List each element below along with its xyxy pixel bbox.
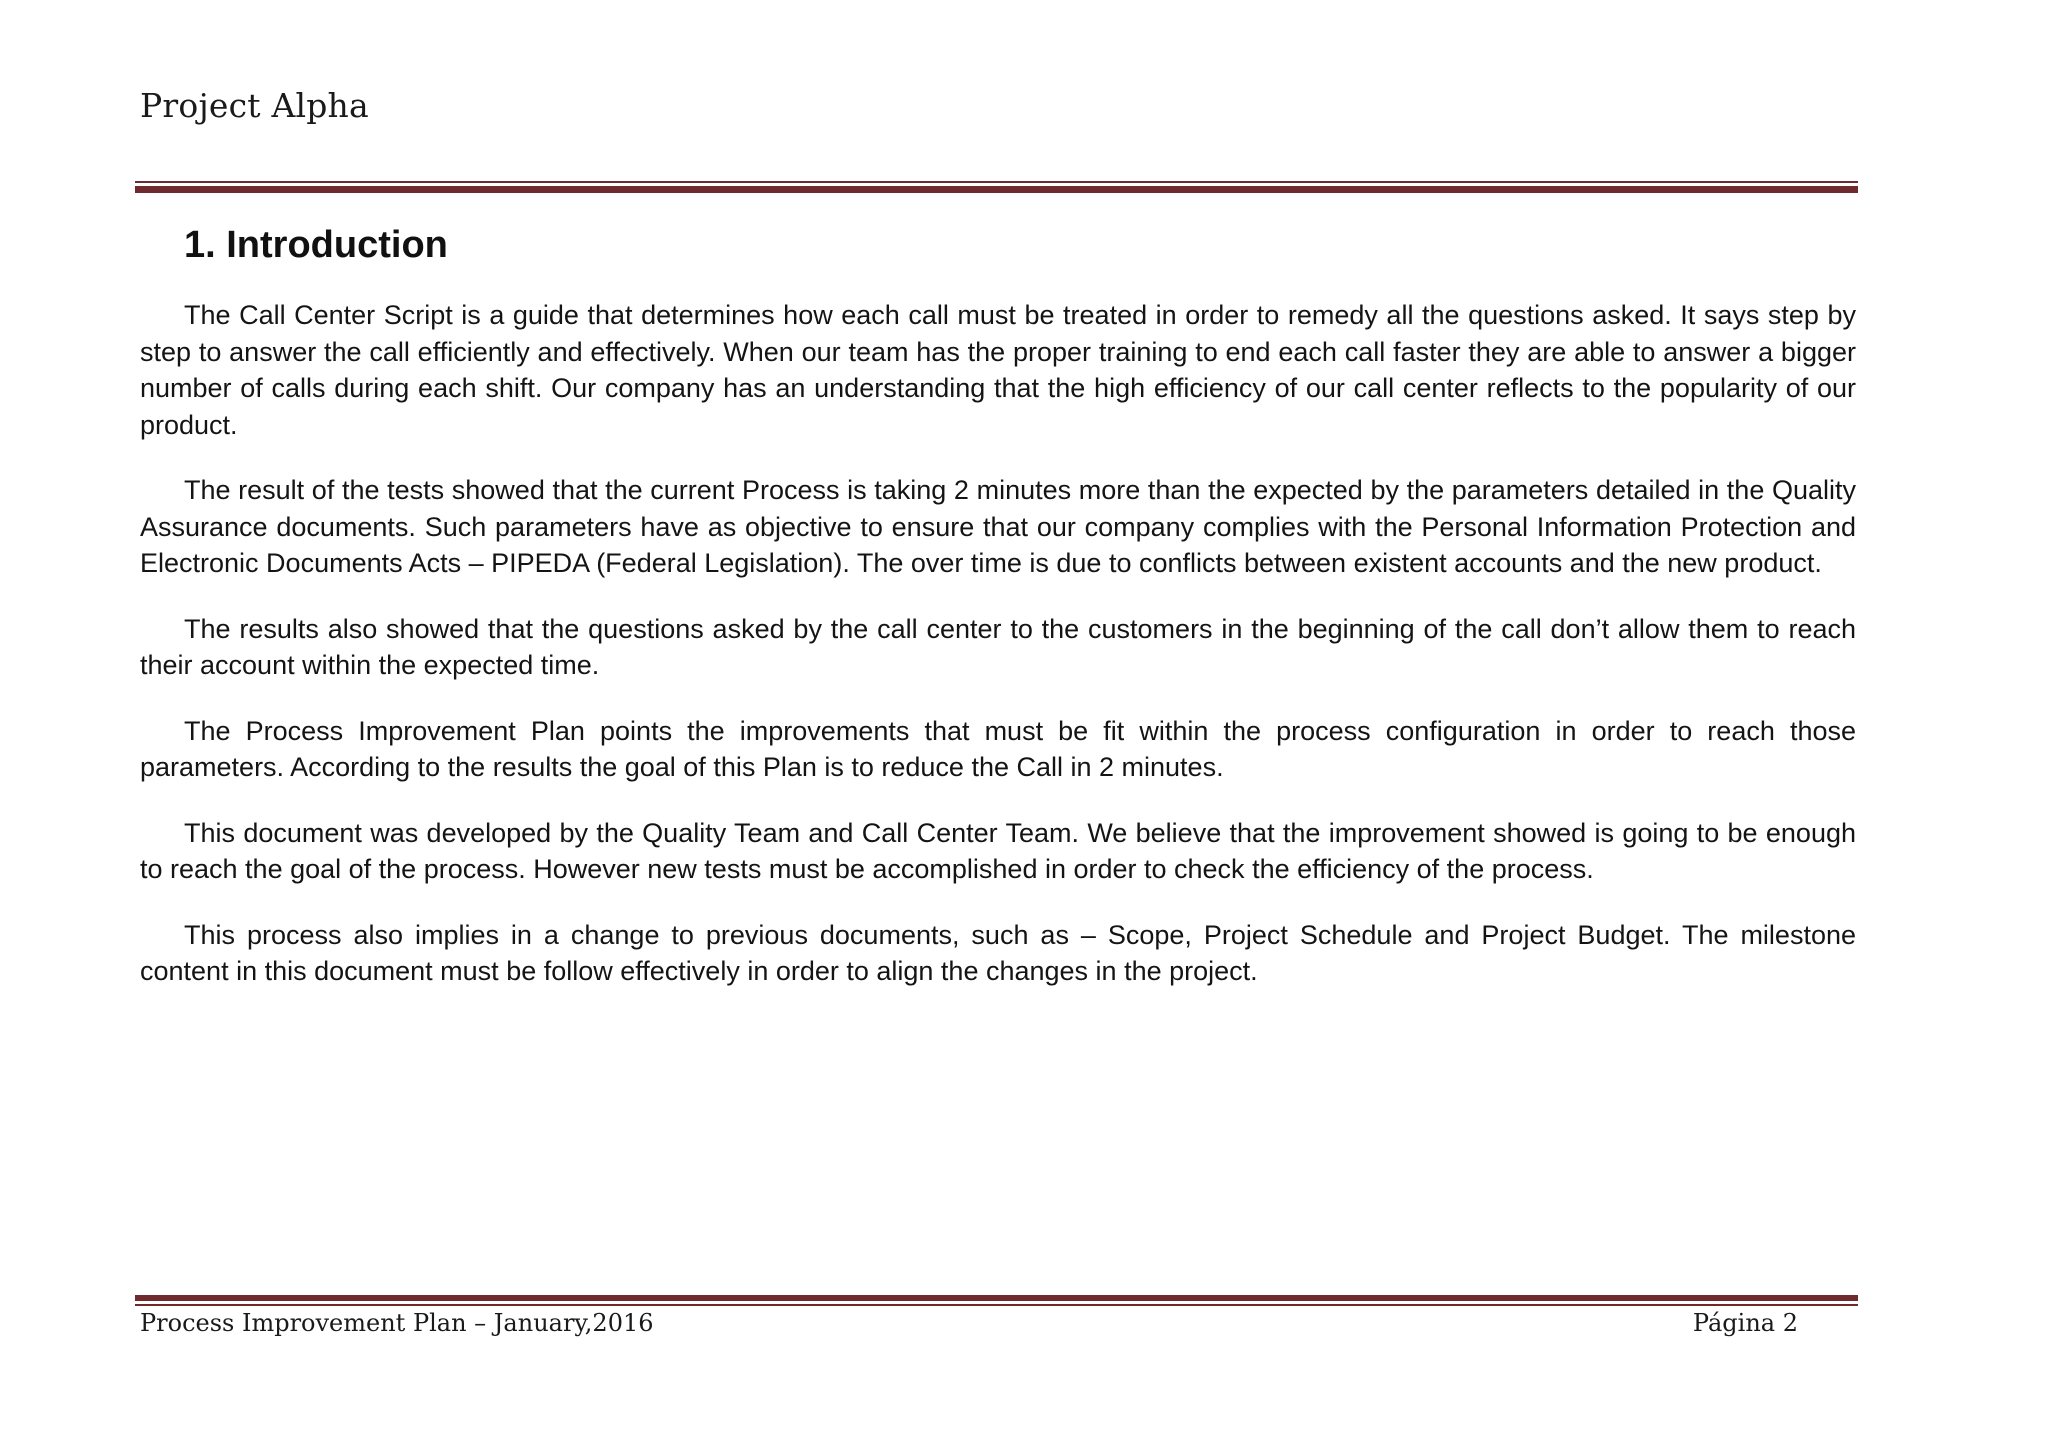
- paragraph-5: This document was developed by the Quality Team and Call Center Team. We believe that the improvement showed is going to be enough to reach the goal of the process. However new tests must be accomplished in order to check the efficiency of the process.: [140, 817, 1856, 884]
- paragraph-6: This process also implies in a change to previous documents, such as – Scope, Project Schedule and Project Budget. The milestone content in this document must be follow effectively in order to align the changes in the project.: [140, 919, 1856, 986]
- page-content: [140, 224, 1856, 1019]
- footer-page-number: Página 2: [1692, 1309, 1798, 1337]
- footer-document-title: Process Improvement Plan – January,2016: [140, 1309, 654, 1337]
- header-title: Project Alpha: [140, 86, 369, 125]
- paragraph-3: The results also showed that the questions asked by the call center to the customers in the beginning of the call don’t allow them to reach their account within the expected time.: [140, 613, 1856, 680]
- footer-divider: [135, 1295, 1858, 1306]
- section-heading: 1. Introduction: [184, 224, 448, 266]
- header-divider: [135, 181, 1858, 193]
- paragraph-1: The Call Center Script is a guide that determines how each call must be treated in order to remedy all the questions asked. It says step by step to answer the call efficiently and effectively. When our team has the proper training to end each call faster they are able to answer a bigger number of calls during each shift. Our company has an understanding that the high efficiency of our call center reflects to the popularity of our product.: [140, 300, 1856, 440]
- paragraph-2: The result of the tests showed that the current Process is taking 2 minutes more than the expected by the parameters detailed in the Quality Assurance documents. Such parameters have as objective to ensure that our company complies with the Personal Information Protection and Electronic Documents Acts – PIPEDA (Federal Legislation). The over time is due to conflicts between existent accounts and the new product.: [140, 475, 1856, 578]
- paragraph-4: The Process Improvement Plan points the improvements that must be fit within the process configuration in order to reach those parameters. According to the results the goal of this Plan is to reduce the Call in 2 minutes.: [140, 715, 1856, 782]
